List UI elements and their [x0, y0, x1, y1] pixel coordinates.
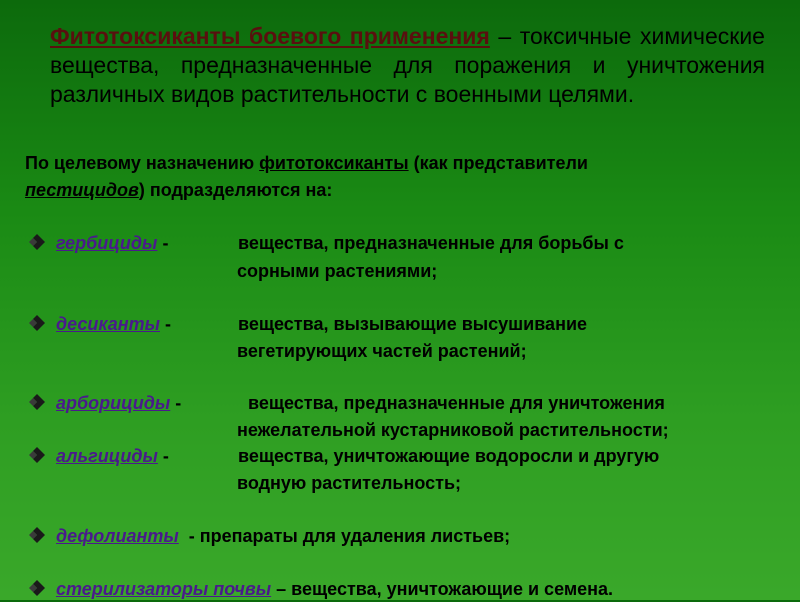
item-desc-line1: препараты для удаления листьев;: [199, 526, 511, 546]
item-desc-line1: вещества, вызывающие высушивание: [238, 314, 588, 334]
diamond-arrow-bullet-icon: [28, 230, 56, 256]
diamond-arrow-bullet-icon: [28, 523, 56, 549]
list-item-desiccants: [28, 311, 788, 337]
intro-term-pesticides: пестицидов: [25, 180, 139, 200]
definition-text: – токсичные химические вещества, предназначенные для поражения и уничтожения различных видов растительности с военными целями.: [50, 23, 765, 107]
item-name: гербициды: [56, 233, 158, 253]
list-item-herbicides: [28, 230, 788, 256]
intro-part2: (как представители: [408, 153, 588, 173]
intro-part1: По целевому назначению: [25, 153, 260, 173]
intro-paragraph: [25, 150, 785, 204]
definition-paragraph: [50, 22, 765, 109]
intro-part3: ) подразделяются на:: [138, 180, 333, 200]
item-desc-line1: вещества, предназначенные для борьбы с: [238, 233, 624, 253]
item-name: дефолианты: [56, 526, 179, 546]
diamond-arrow-bullet-icon: [28, 311, 56, 337]
item-desc-line2: нежелательной кустарниковой растительности;: [237, 420, 669, 440]
list-item-arboricides: [28, 390, 788, 416]
item-desc-line2: сорными растениями;: [237, 261, 438, 281]
item-separator: -: [159, 314, 171, 334]
item-separator: -: [157, 233, 169, 253]
item-separator: -: [157, 446, 169, 466]
list-item-algicides: [28, 443, 788, 469]
definition-term: Фитотоксиканты боевого применения: [50, 23, 490, 49]
item-name: арборициды: [56, 393, 171, 413]
diamond-arrow-bullet-icon: [28, 390, 56, 416]
diamond-arrow-bullet-icon: [28, 443, 56, 469]
item-desc-line1: вещества, уничтожающие и семена.: [291, 579, 614, 599]
item-name: стерилизаторы почвы: [56, 579, 272, 599]
item-separator: -: [170, 393, 182, 413]
list-item-soil-sterilants: [28, 576, 788, 602]
item-name: десиканты: [56, 314, 160, 334]
item-separator: -: [178, 526, 200, 546]
item-desc-line1: вещества, уничтожающие водоросли и другую: [238, 446, 660, 466]
intro-term-phytotoxicants: фитотоксиканты: [259, 153, 409, 173]
item-name: альгициды: [56, 446, 158, 466]
list-item-defoliants: [28, 523, 788, 549]
diamond-arrow-bullet-icon: [28, 576, 56, 602]
item-separator: –: [271, 579, 292, 599]
item-desc-line2: водную растительность;: [237, 473, 462, 493]
item-desc-line1: вещества, предназначенные для уничтожения: [248, 393, 665, 413]
item-desc-line2: вегетирующих частей растений;: [237, 341, 527, 361]
